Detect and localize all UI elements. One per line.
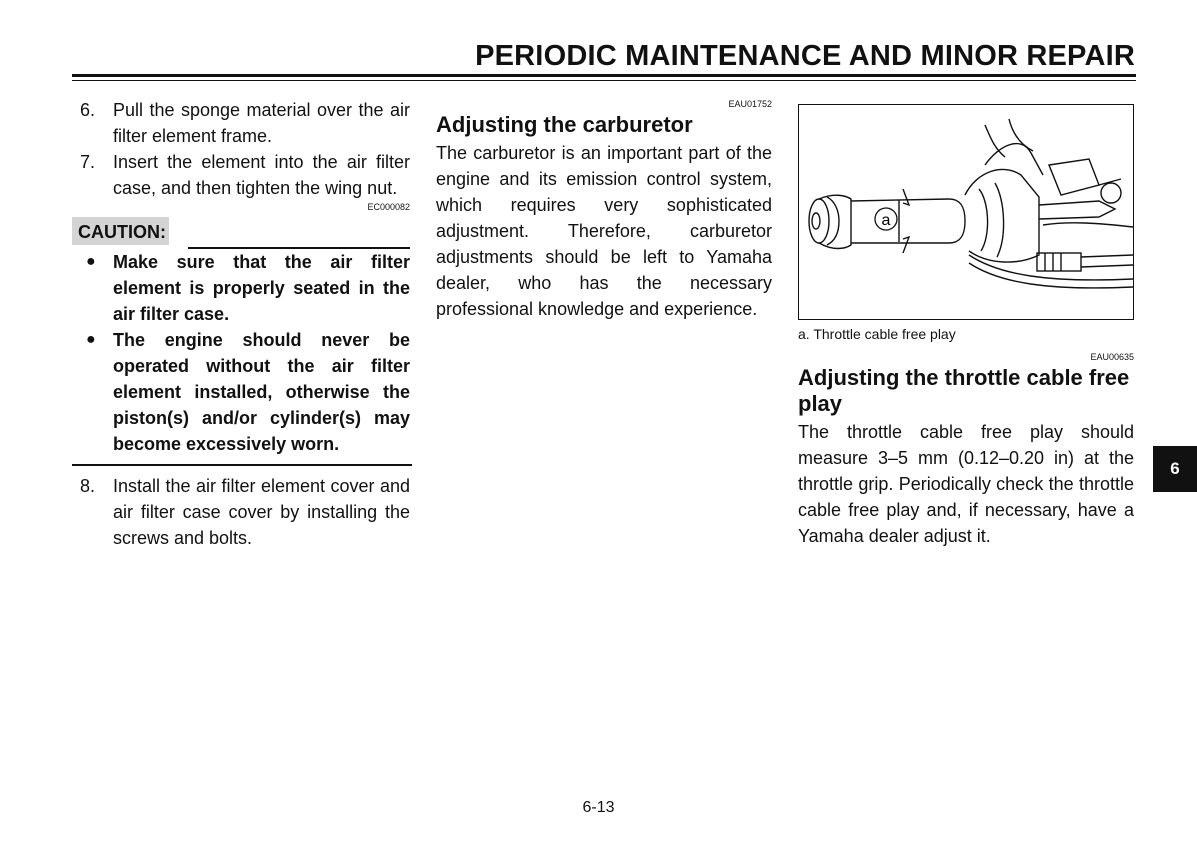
step-number: 8. [80, 476, 96, 496]
step-6 [80, 97, 410, 149]
step-7 [80, 149, 410, 201]
caution-label: CAUTION: [72, 217, 169, 245]
chapter-tab: 6 [1153, 446, 1197, 492]
caution-header [80, 217, 410, 247]
section-heading: Adjusting the carburetor [436, 112, 693, 137]
caution-item-text: Make sure that the air filter element is properly seated in the air filter case. [113, 252, 410, 324]
section-code: EAU00635 [1090, 352, 1134, 362]
throttle-figure [798, 104, 1134, 320]
callout-label: a [881, 212, 891, 229]
bullet-icon: ● [86, 253, 96, 270]
section-code: EAU01752 [728, 99, 772, 109]
caution-item-text: The engine should never be operated without the air filter element installed, otherwise the piston(s) and/or cylinder(s) may become excessively worn. [113, 330, 410, 454]
figure-caption: a. Throttle cable free play [798, 326, 956, 342]
right-column [798, 98, 1134, 549]
header-rule-thick [72, 74, 1136, 77]
throttle-grip-illustration [799, 105, 1133, 319]
step-number: 6. [80, 100, 96, 120]
middle-column [436, 98, 772, 322]
caution-list [80, 249, 410, 457]
step-text: Install the air filter element cover and air filter case cover by installing the screws and bolts. [113, 476, 410, 548]
step-text: Insert the element into the air filter case, and then tighten the wing nut. [113, 152, 410, 198]
step-text: Pull the sponge material over the air filter element frame. [113, 100, 410, 146]
page-title: PERIODIC MAINTENANCE AND MINOR REPAIR [475, 40, 1135, 72]
page-number: 6-13 [582, 799, 615, 816]
bullet-icon: ● [86, 331, 96, 348]
caution-item [80, 249, 410, 327]
header-rule-thin [72, 80, 1136, 81]
caution-end-rule [72, 464, 412, 466]
step-8 [80, 473, 410, 551]
section-heading: Adjusting the throttle cable free play [798, 365, 1130, 416]
section-body: The throttle cable free play should measure 3–5 mm (0.12–0.20 in) at the throttle grip. Periodically check the throttle cable free play and, if necessary, have a Yamaha dealer adjust it. [798, 422, 1134, 546]
left-column [80, 97, 410, 551]
section-body: The carburetor is an important part of the engine and its emission control system, which requires very sophisticated adjustment. Therefore, carburetor adjustments should be left to Yamaha dealer, who has the necessary professional knowledge and experience. [436, 143, 772, 319]
caution-code: EC000082 [367, 202, 410, 212]
caution-item [80, 327, 410, 457]
caution-rule [188, 247, 410, 249]
step-number: 7. [80, 152, 96, 172]
